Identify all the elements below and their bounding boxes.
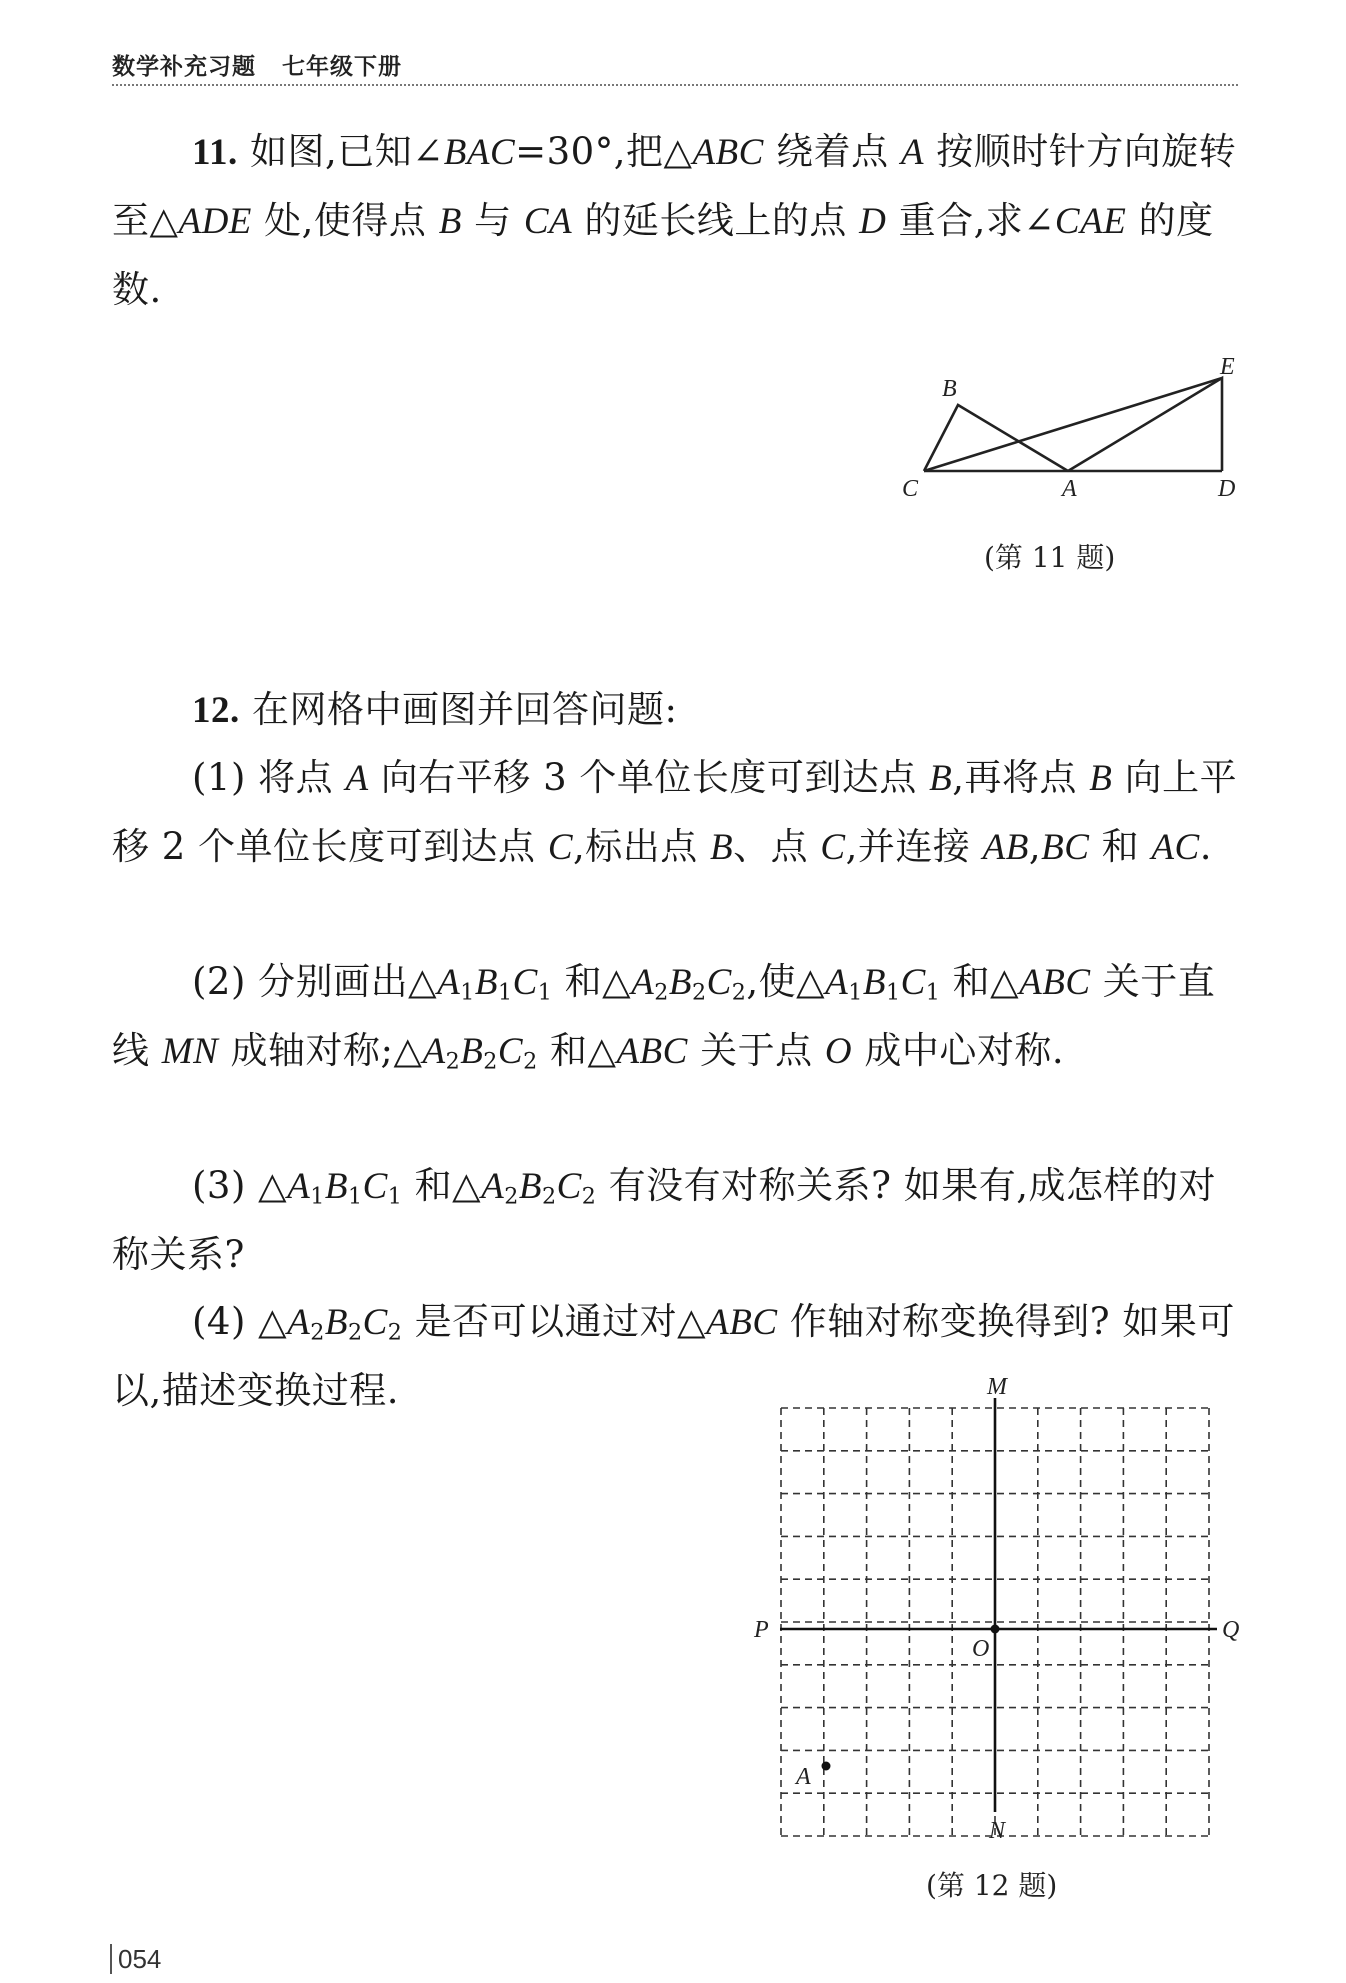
triangle-ade bbox=[1068, 378, 1222, 471]
q12-number: 12. bbox=[192, 690, 240, 731]
q11-label-a: A bbox=[1062, 476, 1077, 502]
triangle-abc bbox=[924, 405, 1068, 471]
q12-caption: (第 12 题) bbox=[926, 1869, 1058, 1902]
point-a bbox=[822, 1762, 831, 1771]
q11-caption: (第 11 题) bbox=[984, 541, 1116, 574]
grade-label: 七年级下册 bbox=[282, 54, 402, 80]
q12-label-a: A bbox=[796, 1764, 811, 1790]
q12-intro: 12. 在网格中画图并回答问题: bbox=[192, 688, 678, 731]
running-header bbox=[112, 48, 1238, 86]
q11-number: 11. bbox=[192, 132, 238, 173]
q12-part3: (3) $\triangle A_1B_1C_1$ 和$\triangle A_2B_2C_2$ 有没有对称关系? 如果有,成怎样的对称关系? bbox=[112, 1164, 1217, 1276]
q12-part4: (4) $\triangle A_2B_2C_2$ 是否可以通过对△ABC 作轴对称变换得到? 如果可以,描述变换过程. bbox=[112, 1300, 1235, 1412]
q12-label-m: M bbox=[987, 1374, 1007, 1400]
q11-label-b: B bbox=[942, 376, 957, 402]
q12-part1: (1) 将点 A 向右平移 3 个单位长度可到达点 B,再将点 B 向上平移 2 个单位长度可到达点 C,标出点 B、点 C,并连接 AB,BC 和 AC. bbox=[112, 756, 1238, 868]
point-o bbox=[991, 1625, 1000, 1634]
q12-grid-figure bbox=[740, 1374, 1260, 1850]
q11-label-c: C bbox=[902, 476, 919, 502]
q12-part2: (2) 分别画出$\triangle A_1B_1C_1$ 和$\triangle A_2B_2C_2$,使$\triangle A_1B_1C_1$ 和△ABC 关于直线 MN 成轴对称$;\triangle A_2B_2C_2$ 和△ABC 关于点 O 成中心对称. bbox=[112, 960, 1216, 1075]
q11-text: 11. 如图,已知∠BAC=30°,把△ABC 绕着点 A 按顺时针方向旋转至△ADE 处,使得点 B 与 CA 的延长线上的点 D 重合,求∠CAE 的度数. bbox=[112, 130, 1237, 311]
book-title: 数学补充习题 bbox=[112, 54, 256, 80]
page-number: 054 bbox=[110, 1944, 161, 1974]
q12-label-p: P bbox=[754, 1617, 769, 1643]
q12-label-q: Q bbox=[1222, 1617, 1240, 1643]
q11-label-e: E bbox=[1220, 354, 1235, 380]
segment-ce bbox=[924, 378, 1222, 471]
q11-figure bbox=[900, 354, 1240, 510]
q12-label-n: N bbox=[989, 1818, 1006, 1844]
q12-label-o: O bbox=[972, 1636, 990, 1662]
q11-label-d: D bbox=[1218, 476, 1236, 502]
